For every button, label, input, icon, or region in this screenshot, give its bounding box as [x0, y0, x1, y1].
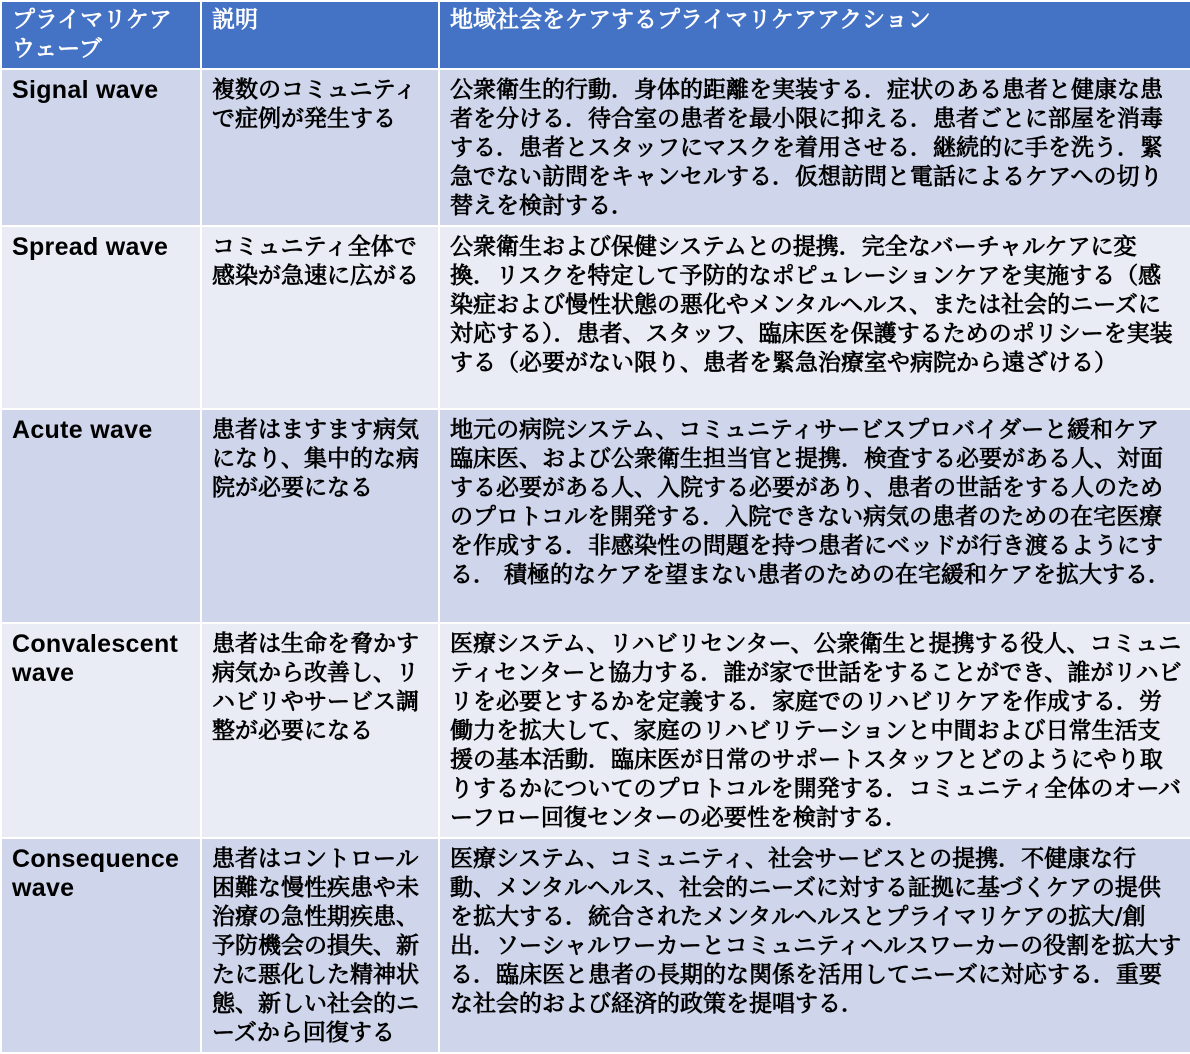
wave-name: Convalescent wave — [1, 623, 201, 838]
wave-description: 患者は生命を脅かす病気から改善し、リハビリやサービス調整が必要になる — [201, 623, 439, 838]
wave-description: 複数のコミュニティで症例が発生する — [201, 69, 439, 226]
wave-description: 患者はコントロール困難な慢性疾患や未治療の急性期疾患、予防機会の損失、新たに悪化した精神状態、新しい社会的ニーズから回復する — [201, 838, 439, 1053]
wave-name: Acute wave — [1, 409, 201, 623]
wave-actions: 医療システム、リハビリセンター、公衆衛生と提携する役人、コミュニティセンターと協力する．誰が家で世話をすることができ、誰がリハビリを必要とするかを定義する．家庭でのリハビリケアを作成する．労働力を拡大して、家庭のリハビリテーションと中間および日常生活支援の基本活動．臨床医が日常のサポートスタッフとどのようにやり取りするかについてのプロトコルを開発する．コミュニティ全体のオーバーフロー回復センターの必要性を検討する． — [439, 623, 1190, 838]
table-row — [1, 623, 1190, 838]
wave-description: 患者はますます病気になり、集中的な病院が必要になる — [201, 409, 439, 623]
wave-name: Consequence wave — [1, 838, 201, 1053]
table-row — [1, 226, 1190, 409]
table-row — [1, 409, 1190, 623]
wave-description: コミュニティ全体で感染が急速に広がる — [201, 226, 439, 409]
header-row — [1, 1, 1190, 69]
wave-actions: 医療システム、コミュニティ、社会サービスとの提携．不健康な行動、メンタルヘルス、社会的ニーズに対する証拠に基づくケアの提供を拡大する．統合されたメンタルヘルスとプライマリケアの拡大/創出．ソーシャルワーカーとコミュニティヘルスワーカーの役割を拡大する．臨床医と患者の長期的な関係を活用してニーズに対応する．重要な社会的および経済的政策を提唱する． — [439, 838, 1190, 1053]
wave-name: Signal wave — [1, 69, 201, 226]
table-row — [1, 838, 1190, 1053]
header-wave: プライマリケアウェーブ — [1, 1, 201, 69]
header-description: 説明 — [201, 1, 439, 69]
wave-name: Spread wave — [1, 226, 201, 409]
header-actions: 地域社会をケアするプライマリケアアクション — [439, 1, 1190, 69]
wave-actions: 公衆衛生的行動．身体的距離を実装する．症状のある患者と健康な患者を分ける．待合室の患者を最小限に抑える．患者ごとに部屋を消毒する．患者とスタッフにマスクを着用させる．継続的に手を洗う．緊急でない訪問をキャンセルする．仮想訪問と電話によるケアへの切り替えを検討する． — [439, 69, 1190, 226]
table-row — [1, 69, 1190, 226]
wave-actions: 公衆衛生および保健システムとの提携．完全なバーチャルケアに変換．リスクを特定して予防的なポピュレーションケアを実施する（感染症および慢性状態の悪化やメンタルヘルス、または社会的ニーズに対応する）．患者、スタッフ、臨床医を保護するためのポリシーを実装する（必要がない限り、患者を緊急治療室や病院から遠ざける） — [439, 226, 1190, 409]
wave-actions: 地元の病院システム、コミュニティサービスプロバイダーと緩和ケア臨床医、および公衆衛生担当官と提携．検査する必要がある人、対面する必要がある人、入院する必要があり、患者の世話をする人のためのプロトコルを開発する．入院できない病気の患者のための在宅医療を作成する．非感染性の問題を持つ患者にベッドが行き渡るようにする． 積極的なケアを望まない患者のための在宅緩和ケアを拡大する． — [439, 409, 1190, 623]
